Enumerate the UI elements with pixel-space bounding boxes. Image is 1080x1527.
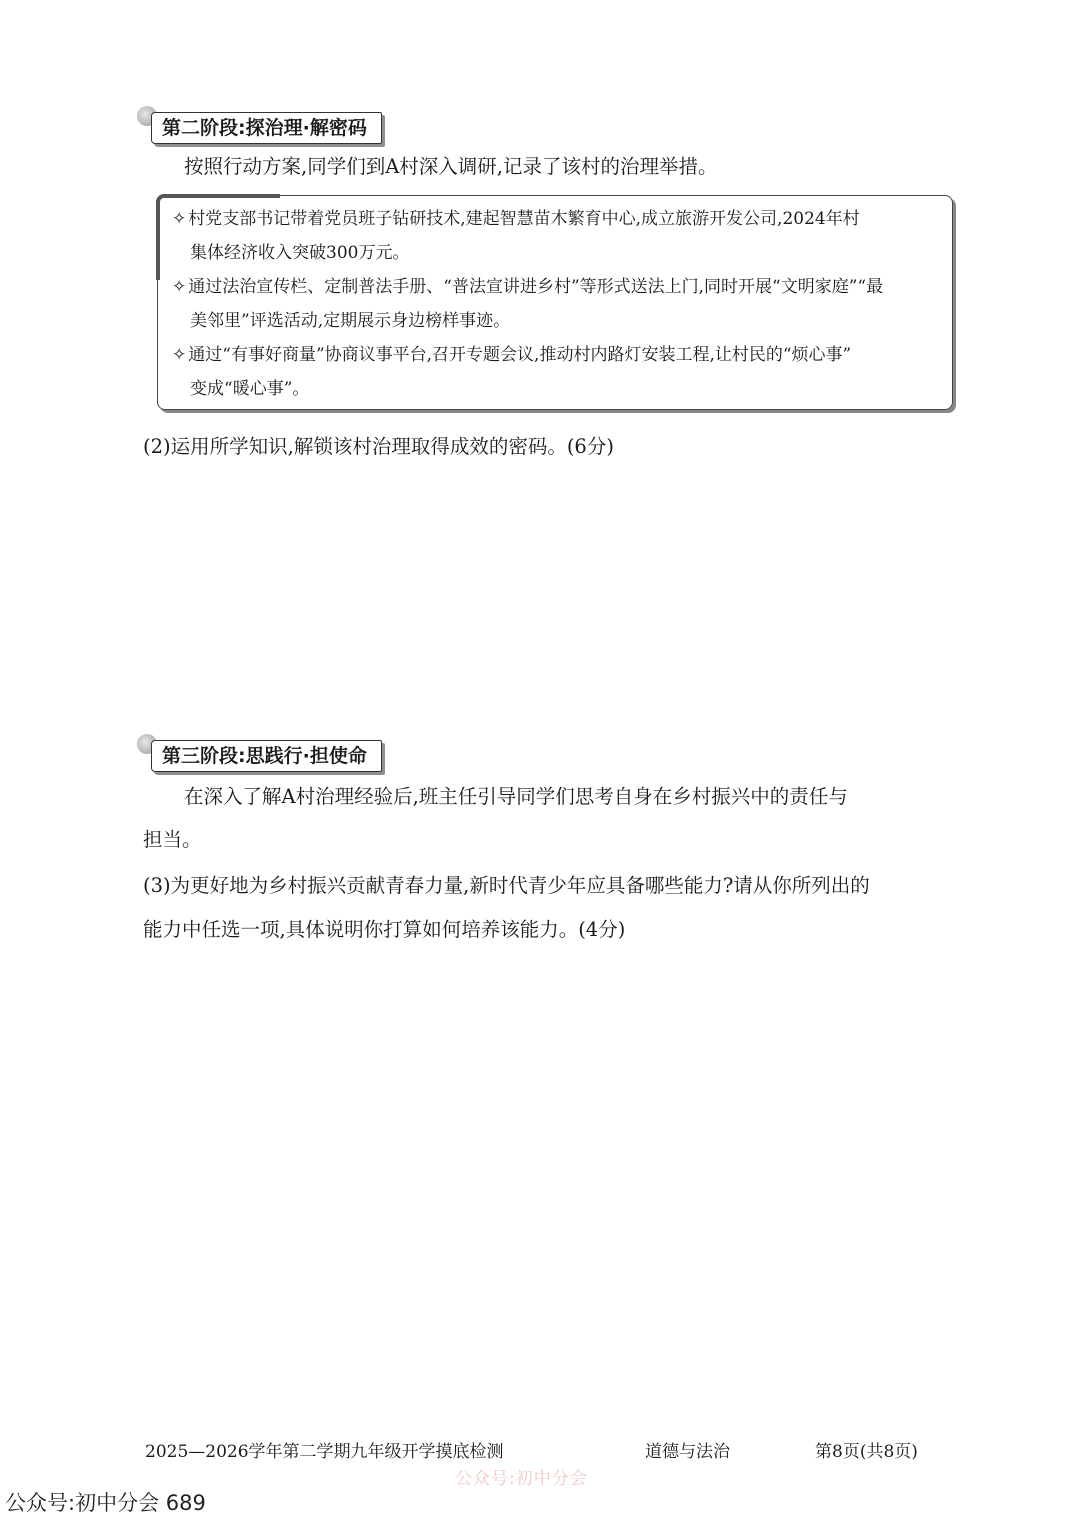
material-bullet-1: [172, 202, 942, 270]
question-2: (2)运用所学知识,解锁该村治理取得成效的密码。(6分): [143, 435, 614, 458]
material-corner-decoration: [156, 194, 280, 280]
watermark-left: 公众号:初中分会 689: [5, 1491, 206, 1515]
stage3-title: 第三阶段:思践行·担使命: [151, 740, 382, 772]
material-bullet-2: [172, 270, 942, 338]
diamond-bullet-icon: ✧: [172, 277, 187, 297]
bullet-3-line2: 变成“暖心事”。: [190, 379, 310, 399]
bullet-1-line1: 村党支部书记带着党员班子钻研技术,建起智慧苗木繁育中心,成立旅游开发公司,2024年村: [188, 209, 860, 229]
stage3-intro-line1: 在深入了解A村治理经验后,班主任引导同学们思考自身在乡村振兴中的责任与: [184, 785, 848, 808]
bullet-2-line2: 美邻里”评选活动,定期展示身边榜样事迹。: [190, 311, 511, 331]
footer-exam-title: 2025—2026学年第二学期九年级开学摸底检测: [145, 1442, 504, 1462]
footer-page-number: 第8页(共8页): [815, 1442, 918, 1462]
bullet-2-line1: 通过法治宣传栏、定制普法手册、“普法宣讲进乡村”等形式送法上门,同时开展“文明家庭”“最: [188, 277, 884, 297]
material-box: [157, 195, 953, 410]
diamond-bullet-icon: ✧: [172, 345, 187, 365]
material-bullet-3: [172, 338, 942, 406]
stage2-intro: 按照行动方案,同学们到A村深入调研,记录了该村的治理举措。: [184, 155, 718, 178]
bullet-3-line1: 通过“有事好商量”协商议事平台,召开专题会议,推动村内路灯安装工程,让村民的“烦心事”: [188, 345, 852, 365]
bullet-1-line2: 集体经济收入突破300万元。: [190, 243, 410, 263]
watermark-center: 公众号:初中分会: [455, 1469, 588, 1489]
stage3-intro-line2: 担当。: [143, 828, 202, 851]
question-3-line2: 能力中任选一项,具体说明你打算如何培养该能力。(4分): [143, 918, 626, 941]
footer-subject: 道德与法治: [645, 1442, 730, 1462]
question-3-line1: (3)为更好地为乡村振兴贡献青春力量,新时代青少年应具备哪些能力?请从你所列出的: [143, 874, 870, 897]
diamond-bullet-icon: ✧: [172, 209, 187, 229]
stage2-title: 第二阶段:探治理·解密码: [151, 112, 382, 144]
